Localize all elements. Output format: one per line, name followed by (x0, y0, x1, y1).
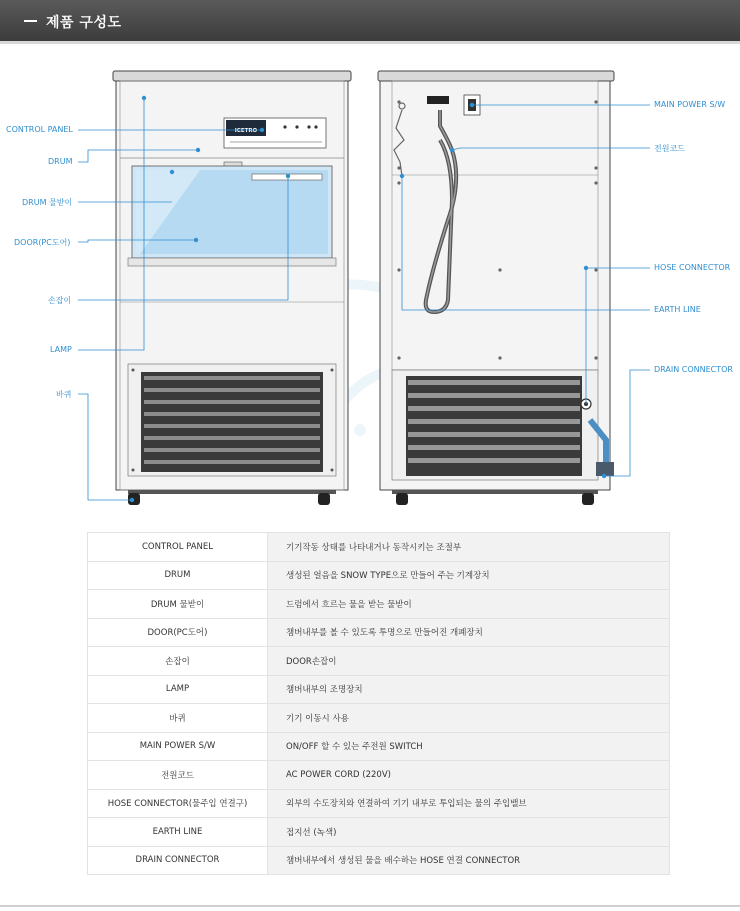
callout-door: DOOR(PC도어) (14, 238, 71, 247)
component-name: DRUM (88, 561, 268, 590)
wheel (582, 493, 594, 505)
product-diagram (0, 45, 740, 520)
component-name: 바퀴 (88, 704, 268, 733)
callout-drain-connector: DRAIN CONNECTOR (654, 365, 733, 374)
dash-icon (24, 20, 37, 22)
component-name: EARTH LINE (88, 818, 268, 847)
wheel (396, 493, 408, 505)
machine-back (378, 71, 614, 505)
callout-handle: 손잡이 (48, 296, 72, 305)
bottom-divider (0, 905, 740, 907)
component-name: DOOR(PC도어) (88, 618, 268, 647)
callout-lamp: LAMP (50, 345, 72, 354)
callout-earth-line: EARTH LINE (654, 305, 701, 314)
component-name: CONTROL PANEL (88, 533, 268, 562)
component-name: DRAIN CONNECTOR (88, 846, 268, 875)
component-name: MAIN POWER S/W (88, 732, 268, 761)
component-desc: 생성된 얼음을 SNOW TYPE으로 만들어 주는 기계장치 (268, 561, 670, 590)
table-row (88, 789, 670, 818)
component-name: DRUM 물받이 (88, 590, 268, 619)
table-row (88, 846, 670, 875)
component-desc: 기기작동 상태를 나타내거나 동작시키는 조절부 (268, 533, 670, 562)
component-desc: 접지선 (녹색) (268, 818, 670, 847)
callout-drum: DRUM (48, 157, 73, 166)
header-divider (0, 41, 740, 44)
callout-wheel: 바퀴 (56, 390, 72, 399)
table-row (88, 647, 670, 676)
component-desc: AC POWER CORD (220V) (268, 761, 670, 790)
component-name: 전원코드 (88, 761, 268, 790)
component-desc: 챔버내부에서 생성된 물을 배수하는 HOSE 연결 CONNECTOR (268, 846, 670, 875)
component-desc: 외부의 수도장치와 연결하여 기기 내부로 투입되는 물의 주입밸브 (268, 789, 670, 818)
component-desc: 기기 이동시 사용 (268, 704, 670, 733)
component-desc: 챔버내부를 볼 수 있도록 투명으로 만들어진 개폐장치 (268, 618, 670, 647)
component-desc: DOOR손잡이 (268, 647, 670, 676)
machine-front (113, 71, 351, 505)
component-desc: 드럼에서 흐르는 물을 받는 물받이 (268, 590, 670, 619)
table-row (88, 732, 670, 761)
table-row (88, 590, 670, 619)
callout-power-cord: 전원코드 (654, 144, 685, 153)
table-row (88, 761, 670, 790)
table-row (88, 533, 670, 562)
table-row (88, 618, 670, 647)
brand-logo: ICETRO (234, 128, 258, 134)
component-name: HOSE CONNECTOR(물주입 연결구) (88, 789, 268, 818)
component-desc: ON/OFF 할 수 있는 주전원 SWITCH (268, 732, 670, 761)
table-row (88, 704, 670, 733)
section-header (0, 0, 740, 41)
callout-control-panel: CONTROL PANEL (6, 125, 73, 134)
wheel (128, 493, 140, 505)
callout-hose-connector: HOSE CONNECTOR (654, 263, 731, 272)
component-desc: 챔버내부의 조명장치 (268, 675, 670, 704)
wheel (318, 493, 330, 505)
section-title: 제품 구성도 (46, 15, 122, 31)
component-name: 손잡이 (88, 647, 268, 676)
table-row (88, 818, 670, 847)
component-name: LAMP (88, 675, 268, 704)
table-row (88, 561, 670, 590)
component-table (87, 532, 670, 875)
callout-drum-tray: DRUM 물받이 (22, 198, 73, 207)
callout-main-power: MAIN POWER S/W (654, 100, 726, 109)
table-row (88, 675, 670, 704)
